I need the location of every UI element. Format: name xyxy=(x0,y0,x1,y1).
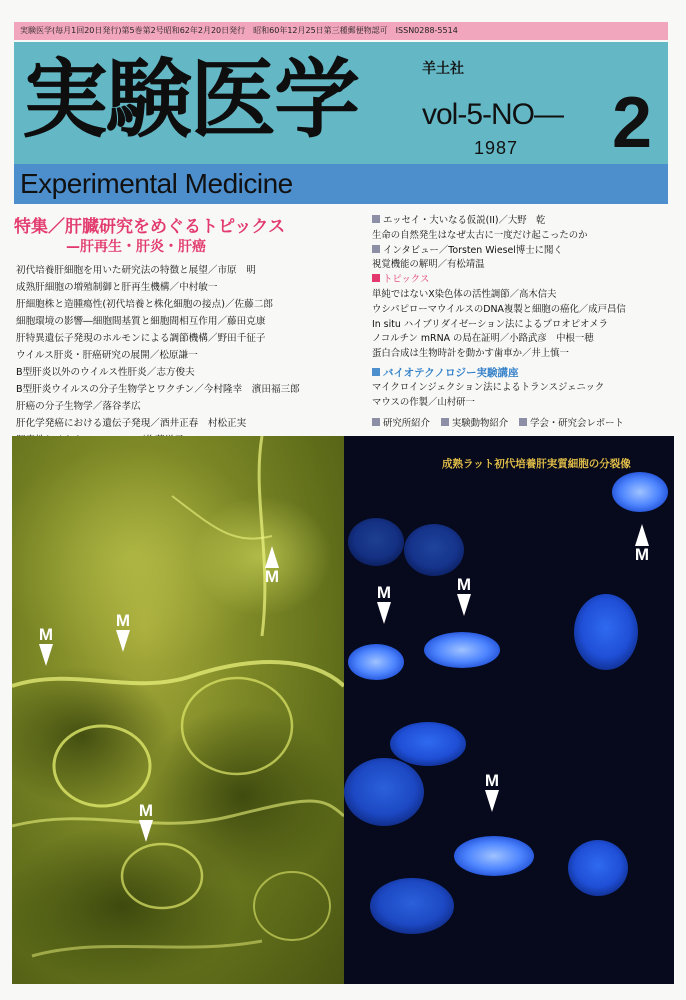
arrow-down-icon xyxy=(485,790,499,812)
arrow-down-icon xyxy=(116,630,130,652)
essay-title: エッセイ・大いなる仮説(II)／大野 乾 xyxy=(383,215,546,226)
topic-item: ウシパピローマウイルスのDNA複製と細胞の癌化／成戸昌信 xyxy=(372,303,626,315)
feature-article: B型肝炎以外のウイルス性肝炎／志方俊夫 xyxy=(16,367,195,378)
phase-contrast-micrograph xyxy=(12,436,344,984)
english-title: Experimental Medicine xyxy=(20,168,293,199)
essay-subtitle: 生命の自然発生はなぜ太古に一度だけ起こったのか xyxy=(372,229,588,241)
arrow-down-icon xyxy=(377,602,391,624)
feature-article: ウイルス肝炎・肝癌研究の展開／松原謙一 xyxy=(16,350,198,361)
arrow-down-icon xyxy=(457,594,471,616)
topic-item: 単純ではないX染色体の活性調節／高木信夫 xyxy=(372,288,557,300)
feature-title: 特集／肝臓研究をめぐるトピックス xyxy=(14,217,286,237)
bullet-square-icon xyxy=(372,215,380,223)
masthead xyxy=(14,42,668,164)
fluorescence-micrograph xyxy=(344,436,674,984)
bullet-square-icon xyxy=(441,418,449,426)
arrow-down-icon xyxy=(39,644,53,666)
essay-line xyxy=(372,214,672,229)
interview-line xyxy=(372,244,672,259)
bullet-square-icon xyxy=(372,245,380,253)
magazine-logo: 実験医学 xyxy=(22,49,358,150)
biotech-item: マウスの作製／山村研一 xyxy=(372,396,475,408)
nuclei-field xyxy=(344,436,674,984)
mitosis-marker: M xyxy=(32,626,60,666)
topic-item: 蛋白合成は生物時計を動かす歯車か／井上慎一 xyxy=(372,348,569,360)
mitosis-marker: M xyxy=(450,576,478,616)
bullet-square-icon xyxy=(519,418,527,426)
feature-article: 肝癌の分子生物学／落谷孝広 xyxy=(16,401,141,412)
feature-article: 細胞環境の影響―細胞間基質と細胞間相互作用／藤田克康 xyxy=(16,316,266,327)
interview-subtitle: 視覚機能の解明／有松靖温 xyxy=(372,259,485,271)
feature-article-list xyxy=(16,262,364,449)
issue-number: 2 xyxy=(612,83,653,163)
biotech-heading: バイオテクノロジー実験講座 xyxy=(383,366,519,379)
english-title-band xyxy=(14,164,668,204)
feature-article: 肝化学発癌における遺伝子発現／酒井正春 村松正実 xyxy=(16,418,247,429)
publication-info-strip: 実験医学(毎月1回20日発行)第5巻第2号昭和62年2月20日発行 昭和60年12月25日第三種郵便物認可 ISSN0288-5514 xyxy=(14,22,668,40)
interview-title: インタビュー／Torsten Wiesel博士に聞く xyxy=(383,244,563,256)
topic-item: ノコルチン mRNA の局在証明／小路武彦 中根一穂 xyxy=(372,333,594,345)
feature-article: 肝細胞株と造腫瘍性(初代培養と株化細胞の接点)／佐藤二郎 xyxy=(16,299,273,310)
mitosis-marker: M xyxy=(628,524,656,564)
topics-heading-line xyxy=(372,273,672,288)
biotech-heading-line xyxy=(372,366,672,381)
bullet-square-icon xyxy=(372,274,380,282)
feature-article: 初代培養肝細胞を用いた研究法の特徴と展望／市原 明 xyxy=(16,265,256,276)
arrow-up-icon xyxy=(635,524,649,546)
arrow-down-icon xyxy=(139,820,153,842)
section-link-conference-report: 学会・研究会レポート xyxy=(519,418,624,429)
mitosis-marker: M xyxy=(132,802,160,842)
contents-right-column xyxy=(372,214,672,431)
biotech-item: マイクロインジェクション法によるトランスジェニック xyxy=(372,381,605,393)
volume-label: vol-5-NO— xyxy=(422,98,564,131)
arrow-up-icon xyxy=(265,546,279,568)
section-link-animal-intro: 実験動物紹介 xyxy=(441,418,508,429)
cell-texture xyxy=(12,436,344,984)
mitosis-marker: M xyxy=(370,584,398,624)
bullet-square-icon xyxy=(372,368,380,376)
feature-article: 成熟肝細胞の増殖制御と肝再生機構／中村敏一 xyxy=(16,282,218,293)
feature-article: B型肝炎ウイルスの分子生物学とワクチン／今村隆幸 濱田福三郎 xyxy=(16,384,300,395)
publisher-name: 羊土社 xyxy=(422,61,464,77)
mitosis-marker: M xyxy=(258,546,286,586)
section-links xyxy=(372,416,672,431)
topic-item: In situ ハイブリダイゼーション法によるプロオピオメラ xyxy=(372,318,609,330)
section-link-lab-intro: 研究所紹介 xyxy=(372,418,430,429)
issue-year: 1987 xyxy=(474,138,519,158)
topics-heading: トピックス xyxy=(383,274,430,286)
photo-caption: 成熟ラット初代培養肝実質細胞の分裂像 xyxy=(442,458,631,470)
mitosis-marker: M xyxy=(109,612,137,652)
bullet-square-icon xyxy=(372,418,380,426)
feature-subtitle: —肝再生・肝炎・肝癌 xyxy=(66,239,206,255)
mitosis-marker: M xyxy=(478,772,506,812)
feature-article: 肝特異遺伝子発現のホルモンによる調節機構／野田千征子 xyxy=(16,333,266,344)
